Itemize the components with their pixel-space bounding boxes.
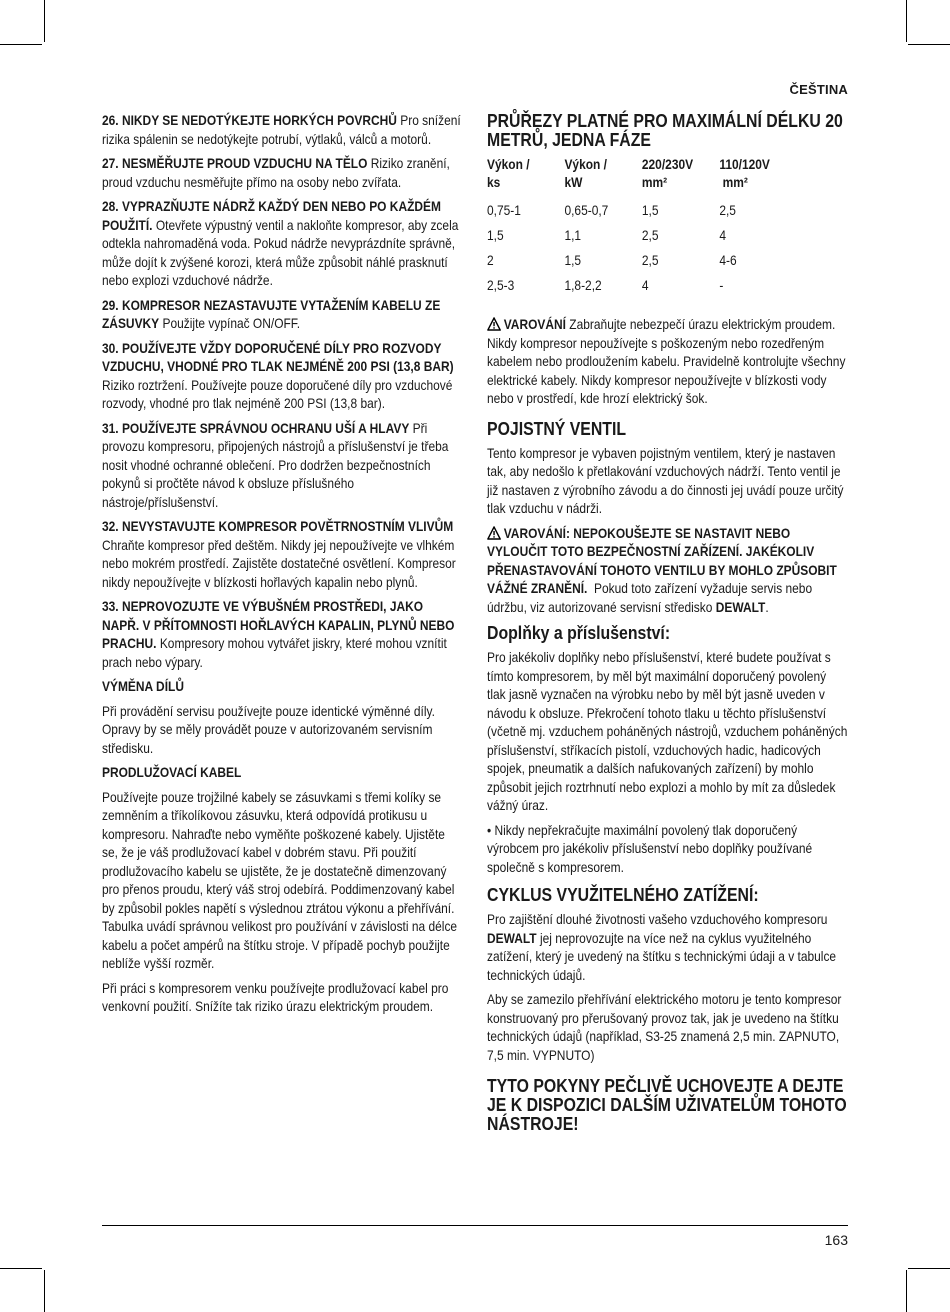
safety-item-31 — [102, 420, 461, 513]
crop-mark — [44, 1270, 45, 1312]
accessories-text: Pro jakékoliv doplňky nebo příslušenství, které budete používat s tímto kompresorem, by měl být maximální doporučený povolený tlak jasně vyznačen na výrobku nebo by měl být jasně uveden v návodu k obsluze. Překročení tohoto tlaku u těchto příslušenství (včetně mj. vzduchem poháněných nástrojů, vzduchem poháněných příslušenství, stříkacích pistolí, vzduchových hadic, hadicových spojek, pneumatik a dalších nafukovaných zařízení) by mohlo způsobit jejich roztrhnutí nebo explozi a mohlo by mít za důsledek vážný úraz. — [487, 650, 848, 813]
left-column — [102, 112, 461, 1023]
duty-cycle-text-2: Aby se zamezilo přehřívání elektrického motoru je tento kompresor konstruovaný pro přerušovaný provoz tak, jak je uvedeno na štítku technických údajů (například, S3-25 znamená 2,5 min. ZAPNUTO, 7,5 min. VYPNUTO) — [487, 992, 842, 1063]
table-row — [487, 277, 848, 302]
table-header-cell: Výkon / kW — [564, 157, 607, 190]
table-header-row — [487, 156, 848, 202]
table-cell: 1,8-2,2 — [564, 278, 602, 293]
page-number: 163 — [824, 1232, 848, 1248]
table-title: PRŮŘEZY PLATNÉ PRO MAXIMÁLNÍ DÉLKU 20 METRŮ, JEDNA FÁZE — [487, 111, 843, 150]
valve-warning — [487, 525, 848, 618]
crop-mark — [906, 0, 907, 42]
item-text: Pro snížení rizika spálenin se nedotýkejte potrubí, výtlaků, válců a motorů. — [102, 113, 461, 147]
item-heading: 31. POUŽÍVEJTE SPRÁVNOU OCHRANU UŠÍ A HLAVY — [102, 420, 410, 436]
crop-mark — [908, 44, 950, 45]
right-column — [487, 112, 848, 1140]
item-heading: 30. POUŽÍVEJTE VŽDY DOPORUČENÉ DÍLY PRO ROZVODY VZDUCHU, VHODNÉ PRO TLAK NEJMÉNĚ 200 PSI (13,8 BAR) — [102, 340, 454, 374]
item-text: Otevřete výpustný ventil a nakloňte kompresor, aby zcela odtekla nahromaděná voda. Pokud nádrže nevyprázdníte správně, může dojít k zvýšené korozi, která může způsobit náhlé prasknutí nebo explozi vzduchové nádrže. — [102, 217, 459, 288]
cable-text-outdoor: Při práci s kompresorem venku používejte prodlužovací kabel pro venkovní použití. Snížíte tak riziko úrazu elektrickým proudem. — [102, 980, 449, 1014]
table-row — [487, 227, 848, 252]
item-text: Riziko zranění, proud vzduchu nesměřujte přímo na osoby nebo zvířata. — [102, 156, 450, 190]
table-row — [487, 202, 848, 227]
item-text: Při provozu kompresoru, připojených nástrojů a příslušenství je třeba nosit vhodné ochranné oblečení. Pro dodržen bezpečnostních pokynů si pročtěte návod k obsluze příslušného nástroje/příslušenství. — [102, 420, 449, 510]
brand-name: DEWALT — [715, 599, 766, 615]
warning-label: VAROVÁNÍ — [503, 317, 566, 332]
accessories-bullet: • Nikdy nepřekračujte maximální povolený tlak doporučený výrobcem pro jakékoliv příslušenství nebo doplňky používané společně s kompresorem. — [487, 822, 813, 875]
item-text: Riziko roztržení. Používejte pouze doporučené díly pro vzduchové rozvody, vhodné pro tlak nejméně 200 PSI (13,8 bar). — [102, 377, 453, 411]
duty-text-part: Pro zajištění dlouhé životnosti vašeho vzduchového kompresoru — [487, 912, 828, 927]
item-heading: 26. NIKDY SE NEDOTÝKEJTE HORKÝCH POVRCHŮ — [102, 113, 397, 128]
table-header-cell: Výkon / ks — [487, 157, 530, 190]
duty-cycle-heading: CYKLUS VYUŽITELNÉHO ZATÍŽENÍ: — [487, 885, 759, 905]
electric-shock-warning — [487, 316, 848, 409]
valve-text: Tento kompresor je vybaven pojistným ventilem, který je nastaven tak, aby nedošlo k přetlakování vzduchových nádrží. Tento ventil je již nastaven z výrobního závodu a do činnosti jej uvádí pouze určitý tlak vzduchu v nádrži. — [487, 445, 844, 516]
cable-size-table — [487, 156, 848, 302]
warning-end: . — [765, 599, 769, 615]
table-cell: 2,5 — [641, 228, 659, 243]
crop-mark — [44, 0, 45, 42]
parts-text: Při provádění servisu používejte pouze identické výměnné díly. Opravy by se měly provádět pouze v autorizovaném servisním středisku. — [102, 703, 435, 756]
final-heading: TYTO POKYNY PEČLIVĚ UCHOVEJTE A DEJTE JE K DISPOZICI DALŠÍM UŽIVATELŮM TOHOTO NÁSTROJE! — [487, 1076, 847, 1134]
item-heading: 27. NESMĚŘUJTE PROUD VZDUCHU NA TĚLO — [102, 156, 368, 171]
safety-item-27 — [102, 155, 461, 192]
language-label: ČEŠTINA — [789, 82, 848, 97]
crop-mark — [908, 1268, 950, 1269]
table-cell: 2,5 — [719, 203, 736, 218]
item-text: Použijte vypínač ON/OFF. — [159, 316, 301, 331]
table-cell: 2,5 — [641, 253, 659, 268]
item-heading: 28. VYPRAZŇUJTE NÁDRŽ KAŽDÝ DEN NEBO PO KAŽDÉM POUŽITÍ. — [102, 199, 441, 233]
table-row — [487, 252, 848, 277]
table-cell: 1,1 — [564, 228, 582, 243]
table-cell: 2,5-3 — [487, 278, 515, 293]
item-heading: 32. NEVYSTAVUJTE KOMPRESOR POVĚTRNOSTNÍM VLIVŮM — [102, 519, 454, 534]
duty-text-part: jej neprovozujte na více než na cyklus využitelného zatížení, který je uvedený na štítku s technickými údaji a v tabulce technických údajů. — [487, 930, 837, 983]
parts-heading: VÝMĚNA DÍLŮ — [102, 679, 184, 694]
safety-item-32 — [102, 518, 461, 592]
item-text: Kompresory mohou vytvářet jiskry, které mohou vznítit prach nebo výpary. — [102, 636, 447, 670]
safety-item-29 — [102, 297, 461, 334]
safety-item-33 — [102, 598, 461, 672]
valve-heading: POJISTNÝ VENTIL — [487, 418, 627, 439]
warning-text: Zabraňujte nebezpečí úrazu elektrickým proudem. Nikdy kompresor nepoužívejte s poškozeným nebo rozedřeným kabelem nebo prodloužením kabelu. Pravidelně kontrolujte všechny elektrické kabely. Nikdy kompresor nepoužívejte v blízkosti vody nebo v prostředí, kde hrozí elektrický šok. — [487, 317, 846, 406]
crop-mark — [0, 1268, 42, 1269]
item-text: Chraňte kompresor před deštěm. Nikdy jej nepoužívejte ve vlhkém nebo mokrém prostředí. Zajistěte dostatečné osvětlení. Kompresor nikdy nepoužívejte v blízkosti hořlavých kapalin nebo plynů. — [102, 537, 456, 590]
cable-heading: PRODLUŽOVACÍ KABEL — [102, 765, 242, 780]
table-cell: 1,5 — [487, 228, 504, 243]
cable-text: Používejte pouze trojžilné kabely se zásuvkami s třemi kolíky se zemněním a tříkolíkovou zásuvku, která odpovídá protikusu u kompresoru. Nahraďte nebo vyměňte poškozené kabely. Ujistěte se, že je váš prodlužovací kabel v dobrém stavu. Při použití prodlužovacího kabelu se ujistěte, že je dostatečně dimenzovaný pro přenos proudu, který váš stroj odebírá. Poddimenzovaný kabel by způsobil pokles napětí s výslednou ztrátou výkonu a přehřívání. Tabulka uvádí správnou velikost pro používání v závislosti na délce kabelu a počet ampérů na štítku stroje. V případě pochyb použijte neblíže vyšší rozměr. — [102, 789, 458, 971]
warning-bold-text: VAROVÁNÍ: NEPOKOUŠEJTE SE NASTAVIT NEBO VYLOUČIT TOTO BEZPEČNOSTNÍ ZAŘÍZENÍ. JAKÉKOLIV PŘENASTAVOVÁNÍ TOHOTO VENTILU BY MOHLO ZPŮSOBIT VÁŽNÉ ZRANĚNÍ. — [487, 525, 837, 596]
crop-mark — [0, 44, 42, 45]
table-header-cell: 110/120V mm² — [719, 157, 770, 190]
table-cell: 1,5 — [641, 203, 659, 218]
warning-text: Pokud toto zařízení vyžaduje servis nebo údržbu, viz autorizované servisní středisko — [487, 581, 816, 615]
table-cell: 4 — [641, 278, 649, 293]
warning-triangle-icon — [487, 526, 501, 540]
brand-name: DEWALT — [487, 930, 537, 946]
table-cell: 0,75-1 — [487, 203, 521, 218]
warning-triangle-icon — [487, 317, 501, 331]
crop-mark — [906, 1270, 907, 1312]
item-heading: 33. NEPROVOZUJTE VE VÝBUŠNÉM PROSTŘEDI, JAKO NAPŘ. V PŘÍTOMNOSTI HOŘLAVÝCH KAPALIN, PLYNŮ NEBO PRACHU. — [102, 599, 455, 651]
table-cell: - — [719, 278, 724, 293]
table-cell: 4 — [719, 228, 726, 243]
table-header-cell: 220/230V mm² — [641, 157, 694, 190]
accessories-heading: Doplňky a příslušenství: — [487, 623, 671, 643]
table-cell: 1,5 — [564, 253, 582, 268]
table-cell: 0,65-0,7 — [564, 203, 609, 218]
table-cell: 4-6 — [719, 253, 737, 268]
safety-item-28 — [102, 198, 461, 291]
safety-item-30 — [102, 340, 461, 414]
item-heading: 29. KOMPRESOR NEZASTAVUJTE VYTAŽENÍM KABELU ZE ZÁSUVKY — [102, 297, 441, 331]
table-cell: 2 — [487, 253, 494, 268]
duty-cycle-text — [487, 911, 848, 985]
safety-item-26 — [102, 112, 461, 149]
footer-rule — [102, 1225, 848, 1226]
